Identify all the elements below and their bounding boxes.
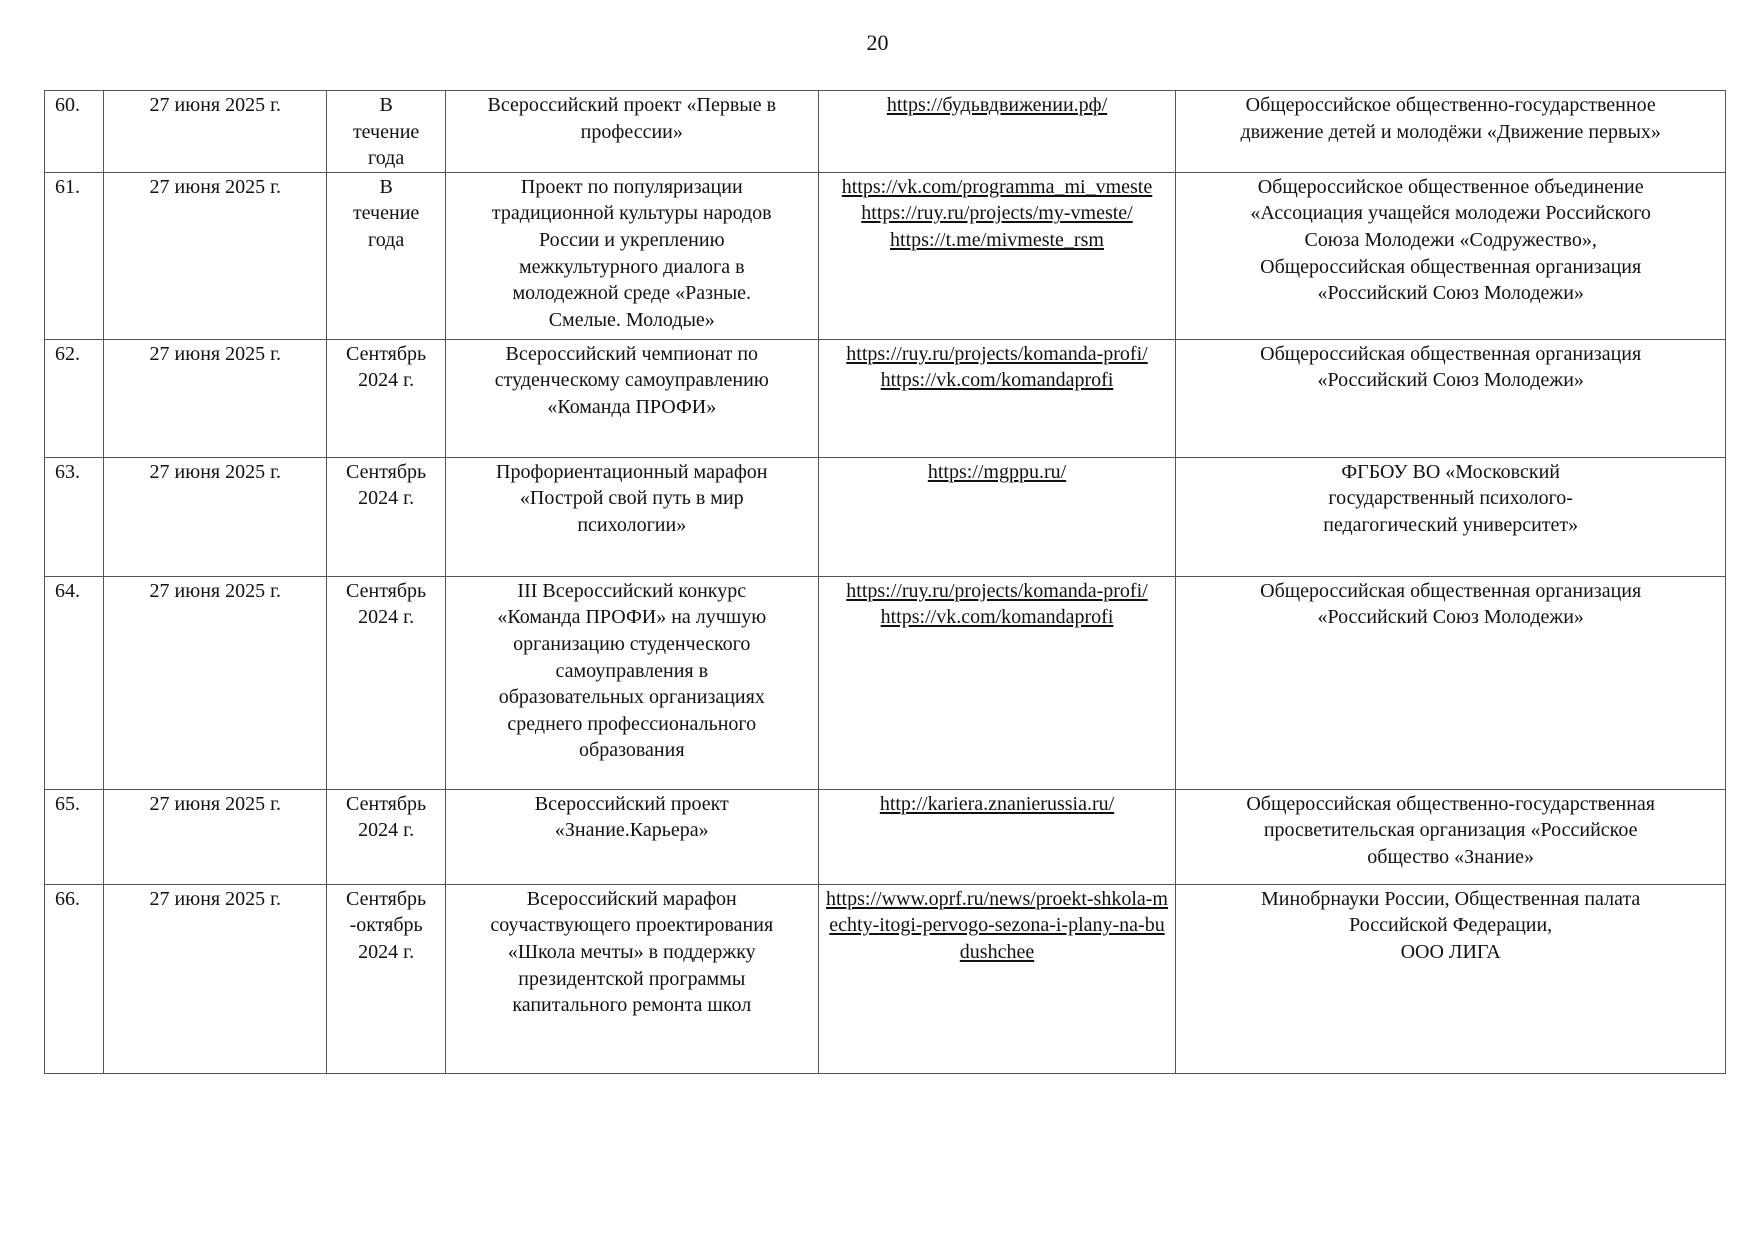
event-name-line: Смелые. Молодые» — [548, 308, 715, 331]
organizer-line: педагогический университет» — [1323, 513, 1579, 536]
period-cell — [327, 884, 446, 1073]
page-number: 20 — [866, 30, 889, 55]
event-link[interactable]: https://www.oprf.ru/news/proekt-shkola-mechty-itogi-pervogo-sezona-i-plany-na-budushchee — [826, 887, 1168, 963]
period-line: 2024 г. — [358, 940, 415, 963]
event-name-line: самоуправления в — [555, 659, 709, 682]
event-name-line: Всероссийский чемпионат по — [505, 342, 759, 365]
period-line: течение — [352, 202, 420, 225]
organizer-line: «Российский Союз Молодежи» — [1317, 282, 1584, 305]
organizer-line: просветительская организация «Российское — [1263, 819, 1638, 842]
table-row — [45, 172, 1726, 339]
organizer-cell — [1176, 339, 1726, 457]
row-number: 61. — [55, 175, 80, 198]
events-table — [44, 90, 1726, 1074]
event-name-line: межкультурного диалога в — [518, 255, 745, 278]
links-cell — [818, 576, 1176, 789]
row-number: 60. — [55, 94, 80, 116]
date-cell — [104, 884, 327, 1073]
period-cell — [327, 172, 446, 339]
event-name-cell — [445, 789, 818, 884]
event-name-line: Всероссийский проект — [534, 792, 729, 815]
period-line: В — [379, 94, 393, 116]
event-name-line: «Построй свой путь в мир — [519, 487, 744, 510]
date-text: 27 июня 2025 г. — [149, 887, 282, 910]
row-number: 65. — [55, 792, 80, 815]
date-text: 27 июня 2025 г. — [149, 94, 282, 116]
row-number: 64. — [55, 579, 80, 602]
period-line: года — [368, 228, 405, 251]
organizer-cell — [1176, 576, 1726, 789]
table-row — [45, 576, 1726, 789]
date-text: 27 июня 2025 г. — [149, 460, 282, 483]
period-cell — [327, 339, 446, 457]
event-link[interactable]: https://vk.com/komandaprofi — [880, 606, 1114, 629]
period-cell — [327, 91, 446, 173]
event-name-line: «Школа мечты» в поддержку — [507, 940, 756, 963]
organizer-line: Союза Молодежи «Содружество», — [1304, 228, 1597, 251]
row-number-cell — [45, 576, 104, 789]
period-line: В — [379, 175, 393, 198]
organizer-cell — [1176, 789, 1726, 884]
event-name-line: России и укреплению — [539, 228, 725, 251]
date-text: 27 июня 2025 г. — [149, 342, 282, 365]
event-name-line: традиционной культуры народов — [491, 202, 772, 225]
period-line: 2024 г. — [358, 369, 415, 392]
event-name-line: капитального ремонта школ — [512, 994, 752, 1017]
table-row — [45, 789, 1726, 884]
period-line: Сентябрь — [346, 887, 427, 910]
organizer-line: «Ассоциация учащейся молодежи Российского — [1250, 202, 1651, 225]
event-name-line: III Всероссийский конкурс — [517, 579, 747, 602]
period-cell — [327, 576, 446, 789]
event-link[interactable]: https://t.me/mivmeste_rsm — [890, 228, 1104, 251]
organizer-line: государственный психолого- — [1328, 487, 1573, 510]
period-line: 2024 г. — [358, 606, 415, 629]
period-line: Сентябрь — [346, 342, 427, 365]
period-cell — [327, 789, 446, 884]
event-link[interactable]: https://ruy.ru/projects/komanda-profi/ — [846, 342, 1148, 365]
date-cell — [104, 91, 327, 173]
date-text: 27 июня 2025 г. — [149, 579, 282, 602]
organizer-cell — [1176, 91, 1726, 173]
organizer-line: Общероссийское общественное объединение — [1257, 175, 1644, 198]
event-name-line: молодежной среде «Разные. — [512, 282, 752, 305]
date-text: 27 июня 2025 г. — [149, 792, 282, 815]
event-name-cell — [445, 884, 818, 1073]
event-name-line: организацию студенческого — [513, 632, 751, 655]
period-line: года — [368, 147, 405, 170]
event-link[interactable]: https://mgppu.ru/ — [927, 460, 1067, 483]
event-name-line: среднего профессионального — [507, 712, 757, 735]
period-line: Сентябрь — [346, 460, 427, 483]
event-name-line: президентской программы — [518, 967, 746, 990]
date-cell — [104, 172, 327, 339]
event-name-line: Профориентационный марафон — [496, 460, 768, 483]
table-row — [45, 339, 1726, 457]
event-name-cell — [445, 91, 818, 173]
event-name-line: студенческому самоуправлению — [494, 369, 769, 392]
event-name-cell — [445, 339, 818, 457]
event-name-line: «Команда ПРОФИ» — [547, 395, 717, 418]
date-cell — [104, 339, 327, 457]
event-link[interactable]: https://ruy.ru/projects/komanda-profi/ — [846, 579, 1148, 602]
event-link[interactable]: https://ruy.ru/projects/my-vmeste/ — [861, 202, 1133, 225]
event-name-line: профессии» — [580, 120, 683, 143]
event-name-line: образования — [579, 739, 685, 762]
date-cell — [104, 576, 327, 789]
organizer-line: общество «Знание» — [1367, 845, 1535, 868]
organizer-cell — [1176, 172, 1726, 339]
period-line: 2024 г. — [358, 487, 415, 510]
organizer-line: ФГБОУ ВО «Московский — [1341, 460, 1560, 483]
organizer-line: движение детей и молодёжи «Движение первых» — [1240, 120, 1661, 143]
event-link[interactable]: http://kariera.znanierussia.ru/ — [879, 792, 1115, 815]
links-cell — [818, 789, 1176, 884]
row-number: 62. — [55, 342, 80, 365]
row-number: 63. — [55, 460, 80, 483]
organizer-line: ООО ЛИГА — [1400, 940, 1501, 963]
organizer-cell — [1176, 884, 1726, 1073]
event-link[interactable]: https://vk.com/programma_mi_vmeste — [841, 175, 1153, 198]
links-cell — [818, 884, 1176, 1073]
date-cell — [104, 457, 327, 576]
organizer-line: Общероссийское общественно-государственное — [1245, 94, 1656, 116]
event-link[interactable]: https://vk.com/komandaprofi — [880, 369, 1114, 392]
event-name-line: «Знание.Карьера» — [554, 819, 709, 842]
organizer-line: Общероссийская общественно-государственная — [1246, 792, 1655, 815]
row-number-cell — [45, 457, 104, 576]
period-line: течение — [352, 120, 420, 143]
row-number-cell — [45, 91, 104, 173]
organizer-line: Общероссийская общественная организация — [1260, 255, 1642, 278]
period-cell — [327, 457, 446, 576]
date-text: 27 июня 2025 г. — [149, 175, 282, 198]
row-number-cell — [45, 884, 104, 1073]
row-number-cell — [45, 789, 104, 884]
table-row — [45, 91, 1726, 173]
event-name-line: психологии» — [577, 513, 687, 536]
event-name-line: Всероссийский марафон — [526, 887, 737, 910]
event-name-line: Проект по популяризации — [520, 175, 743, 198]
table-body — [45, 91, 1726, 1074]
period-line: 2024 г. — [358, 819, 415, 842]
period-line: -октябрь — [349, 914, 423, 937]
event-name-cell — [445, 457, 818, 576]
event-name-cell — [445, 172, 818, 339]
event-name-line: соучаствующего проектирования — [490, 914, 774, 937]
date-cell — [104, 789, 327, 884]
table-row — [45, 884, 1726, 1073]
row-number-cell — [45, 339, 104, 457]
organizer-line: Общероссийская общественная организация — [1260, 342, 1642, 365]
organizer-cell — [1176, 457, 1726, 576]
links-cell — [818, 91, 1176, 173]
period-line: Сентябрь — [346, 792, 427, 815]
links-cell — [818, 172, 1176, 339]
event-name-line: «Команда ПРОФИ» на лучшую — [497, 606, 767, 629]
event-name-line: образовательных организациях — [498, 686, 765, 709]
organizer-line: «Российский Союз Молодежи» — [1317, 606, 1584, 629]
organizer-line: Российской Федерации, — [1349, 914, 1553, 937]
links-cell — [818, 457, 1176, 576]
period-line: Сентябрь — [346, 579, 427, 602]
row-number: 66. — [55, 887, 80, 910]
event-name-line: Всероссийский проект «Первые в — [487, 94, 777, 116]
organizer-line: Минобрнауки России, Общественная палата — [1261, 887, 1641, 910]
event-link[interactable]: https://будьвдвижении.рф/ — [886, 94, 1108, 116]
links-cell — [818, 339, 1176, 457]
organizer-line: «Российский Союз Молодежи» — [1317, 369, 1584, 392]
organizer-line: Общероссийская общественная организация — [1260, 579, 1642, 602]
row-number-cell — [45, 172, 104, 339]
table-row — [45, 457, 1726, 576]
event-name-cell — [445, 576, 818, 789]
